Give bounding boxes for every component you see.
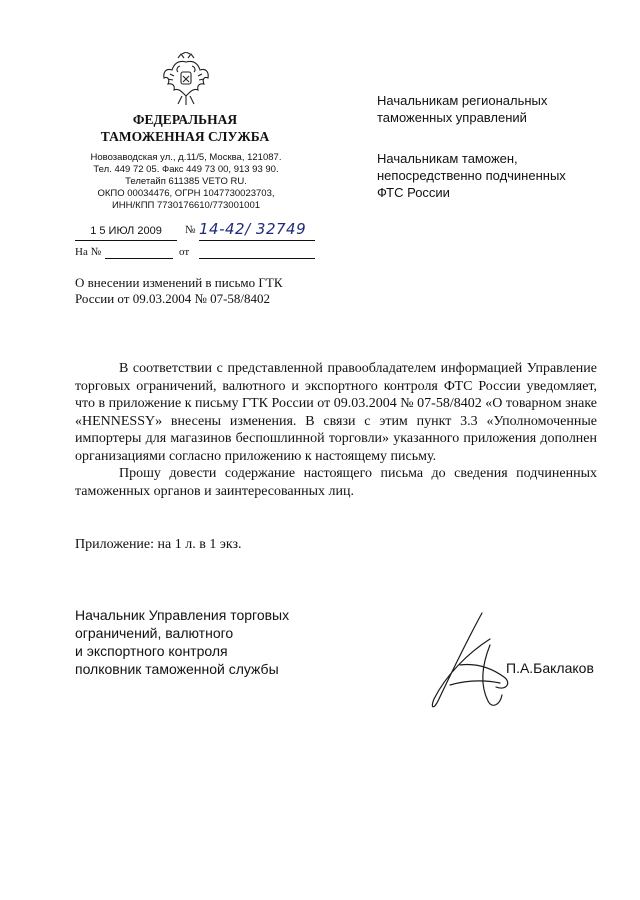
org-line-1: ФЕДЕРАЛЬНАЯ bbox=[132, 112, 238, 127]
emblem-icon bbox=[160, 52, 212, 108]
addressee-line: Начальникам региональных bbox=[377, 93, 548, 108]
address-line: Телетайп 611385 VETO RU. bbox=[125, 176, 247, 187]
org-line-2: ТАМОЖЕННАЯ СЛУЖБА bbox=[100, 129, 270, 144]
addressee-line: таможенных управлений bbox=[377, 110, 527, 125]
body-paragraph-2: Прошу довести содержание настоящего письма до сведения подчиненных таможенных органов и заинтересованных лиц. bbox=[75, 466, 597, 499]
organization-name bbox=[100, 111, 270, 145]
letter-body bbox=[75, 360, 597, 500]
addressee-line: Начальникам таможен, bbox=[377, 151, 518, 166]
body-paragraph-1: В соответствии с представленной правообладателем информацией Управление торговых ограничений, валютного и экспортного контроля ФТС России уведомляет, что в приложение к письму ГТК России от 09.03.2004 № 07-58/8402 «О товарном знаке «HENNESSY» внесены изменения. В связи с этим пункт 3.3 «Уполномоченные импортеры для магазинов беспошлинной торговли» указанного приложения дополнен организациями согласно приложению к настоящему письму. bbox=[75, 361, 597, 464]
address-line: ИНН/КПП 7730176610/773001001 bbox=[111, 200, 261, 211]
subject-line-1: О внесении изменений в письмо ГТК bbox=[75, 275, 283, 290]
registration-number: 14-42/ 32749 bbox=[199, 218, 315, 241]
signatory-title bbox=[75, 606, 315, 678]
signatory-line: полковник таможенной службы bbox=[75, 661, 279, 677]
addressee-customs bbox=[377, 150, 607, 201]
registration-date: 1 5 ИЮЛ 2009 bbox=[75, 222, 177, 241]
subject bbox=[75, 275, 305, 307]
org-address bbox=[72, 152, 300, 212]
attachment-note: Приложение: на 1 л. в 1 экз. bbox=[75, 537, 242, 552]
ref-date-blank bbox=[199, 258, 315, 259]
addressee-regional bbox=[377, 92, 607, 126]
ref-number-label: На № bbox=[75, 246, 102, 258]
registration-row bbox=[75, 222, 315, 244]
signer-name: П.А.Баклаков bbox=[506, 660, 594, 676]
signatory-line: ограничений, валютного bbox=[75, 625, 234, 641]
address-line: Новозаводская ул., д.11/5, Москва, 121087. bbox=[90, 152, 282, 163]
signatory-line: и экспортного контроля bbox=[75, 643, 228, 659]
addressee-line: непосредственно подчиненных bbox=[377, 168, 566, 183]
address-line: Тел. 449 72 05. Факс 449 73 00, 913 93 90. bbox=[93, 164, 279, 175]
address-line: ОКПО 00034476, ОГРН 1047730023703, bbox=[97, 188, 275, 199]
reference-row bbox=[75, 246, 315, 264]
signatory-line: Начальник Управления торговых bbox=[75, 607, 290, 623]
number-sign: № bbox=[185, 224, 196, 236]
addressee-line: ФТС России bbox=[377, 185, 450, 200]
subject-line-2: России от 09.03.2004 № 07-58/8402 bbox=[75, 291, 271, 306]
ref-from-label: от bbox=[179, 246, 190, 258]
ref-number-blank bbox=[105, 258, 173, 259]
